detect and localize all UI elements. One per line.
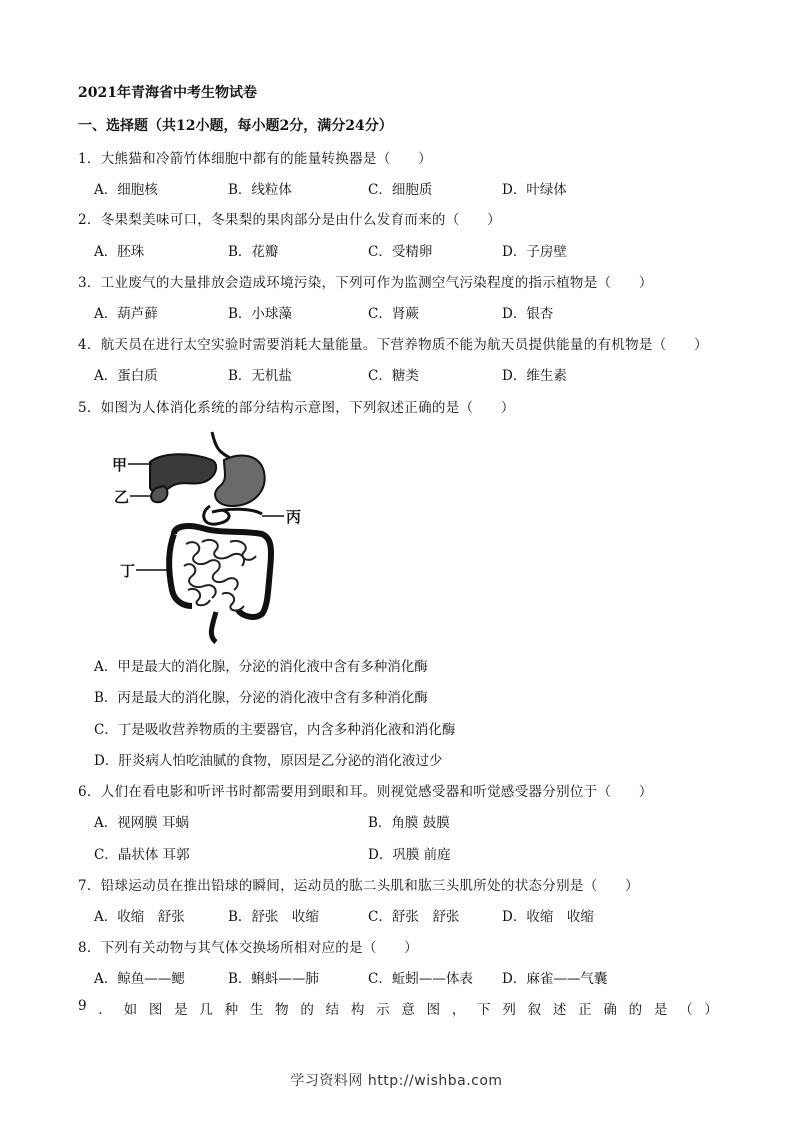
page-title: 2021年青海省中考生物试卷: [78, 85, 257, 101]
q9-char: 叙: [527, 1002, 542, 1018]
q9-char: 列: [502, 1002, 516, 1018]
q7-option-c: C．舒张 舒张: [368, 909, 460, 925]
q3-option-d: D．银杏: [502, 306, 554, 322]
q1-option-c: C．细胞质: [368, 182, 433, 198]
q9-char: 的: [300, 1002, 314, 1018]
q9-char: 正: [578, 1002, 592, 1018]
question-5-stem: 5．如图为人体消化系统的部分结构示意图，下列叙述正确的是（ ）: [78, 400, 515, 416]
question-7-stem: 7．铅球运动员在推出铅球的瞬间，运动员的肱二头肌和肱三头肌所处的状态分别是（ ）: [78, 878, 639, 894]
q9-char: 图: [426, 1002, 441, 1018]
q4-option-d: D．维生素: [502, 368, 567, 384]
q9-char: 结: [325, 1002, 340, 1018]
q9-char: 意: [401, 1002, 415, 1018]
q5-option-b: B．丙是最大的消化腺，分泌的消化液中含有多种消化酶: [94, 690, 428, 706]
q3-option-a: A．葫芦藓: [94, 306, 158, 322]
q9-char: （: [679, 1002, 693, 1018]
question-4-stem: 4．航天员在进行太空实验时需要消耗大量能量。下营养物质不能为航天员提供能量的有机物是（ ）: [78, 337, 708, 353]
q3-option-c: C．肾蕨: [368, 306, 419, 322]
q8-option-d: D．麻雀——气囊: [502, 971, 608, 987]
question-9-stem: [78, 998, 718, 1018]
digestive-system-figure: [112, 430, 312, 645]
q9-char: 的: [628, 1002, 643, 1018]
q9-char: ，: [451, 1002, 466, 1018]
q3-option-b: B．小球藻: [228, 306, 292, 322]
q9-char: 9: [78, 998, 87, 1014]
q9-char: 是: [653, 1002, 668, 1018]
q1-option-d: D．叶绿体: [502, 182, 567, 198]
question-2-stem: 2．冬果梨美味可口，冬果梨的果肉部分是由什么发育而来的（ ）: [78, 212, 501, 228]
q4-option-c: C．糖类: [368, 368, 419, 384]
question-1-stem: 1．大熊猫和冷箭竹体细胞中都有的能量转换器是（ ）: [78, 151, 432, 167]
figure-label-ding: 丁: [120, 562, 136, 580]
q9-char: 下: [477, 1002, 491, 1018]
q5-option-d: D．肝炎病人怕吃油腻的食物，原因是乙分泌的消化液过少: [94, 753, 443, 769]
q9-char: 几: [199, 1002, 213, 1018]
q7-option-d: D．收缩 收缩: [502, 909, 594, 925]
q9-char: 种: [224, 1002, 239, 1018]
q5-option-c: C．丁是吸收营养物质的主要器官，内含多种消化液和消化酶: [94, 722, 456, 738]
q9-char: ）: [704, 1002, 718, 1018]
q6-option-c: C．晶状体 耳郭: [94, 847, 190, 863]
q9-char: 生: [249, 1002, 264, 1018]
q9-char: 是: [174, 1002, 188, 1018]
q8-option-a: A．鲸鱼——鳃: [94, 971, 185, 987]
question-6-stem: 6．人们在看电影和听评书时都需要用到眼和耳。则视觉感受器和听觉感受器分别位于（ ）: [78, 784, 653, 800]
q1-option-a: A．细胞核: [94, 182, 158, 198]
q2-option-c: C．受精卵: [368, 244, 433, 260]
q9-char: 图: [148, 1002, 163, 1018]
figure-label-yi: 乙: [114, 488, 130, 506]
question-8-stem: 8．下列有关动物与其气体交换场所相对应的是（ ）: [78, 940, 419, 956]
q9-char: 示: [376, 1002, 390, 1018]
q4-option-a: A．蛋白质: [94, 368, 158, 384]
q7-option-b: B．舒张 收缩: [228, 909, 319, 925]
q9-char: 述: [552, 1002, 567, 1018]
q6-option-d: D．巩膜 前庭: [368, 847, 451, 863]
q9-char: 如: [123, 1002, 138, 1018]
q2-option-a: A．胚珠: [94, 244, 145, 260]
q6-option-b: B．角膜 鼓膜: [368, 815, 450, 831]
q5-option-a: A．甲是最大的消化腺，分泌的消化液中含有多种消化酶: [94, 659, 428, 675]
q2-option-d: D．子房壁: [502, 244, 567, 260]
q9-char: 构: [350, 1002, 365, 1018]
figure-label-bing: 丙: [286, 508, 302, 526]
q8-option-b: B．蝌蚪——肺: [228, 971, 319, 987]
q6-option-a: A．视网膜 耳蜗: [94, 815, 190, 831]
page-footer-watermark: 学习资料网 http://wishba.com: [290, 1073, 503, 1089]
q8-option-c: C．蚯蚓——体表: [368, 971, 473, 987]
q7-option-a: A．收缩 舒张: [94, 909, 185, 925]
question-3-stem: 3．工业废气的大量排放会造成环境污染，下列可作为监测空气污染程度的指示植物是（ ）: [78, 275, 653, 291]
figure-label-jia: 甲: [112, 456, 128, 474]
digestive-system-diagram: [112, 430, 312, 645]
section-heading: 一、选择题（共12小题，每小题2分，满分24分）: [78, 118, 393, 134]
q2-option-b: B．花瓣: [228, 244, 279, 260]
q9-char: 物: [275, 1002, 289, 1018]
q9-char: 确: [603, 1002, 617, 1018]
q9-char: ．: [98, 1002, 112, 1018]
q1-option-b: B．线粒体: [228, 182, 292, 198]
q4-option-b: B．无机盐: [228, 368, 292, 384]
